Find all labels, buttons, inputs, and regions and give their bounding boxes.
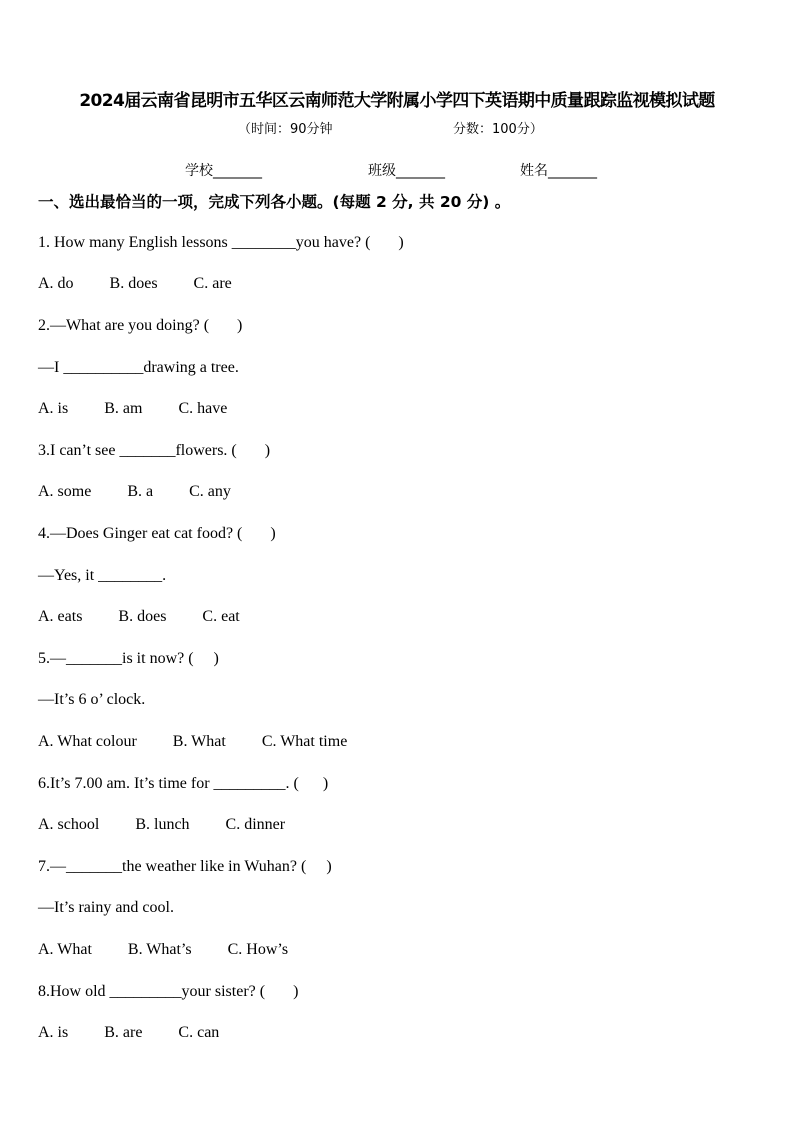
question-7-stem: 7.—_______the weather like in Wuhan? ( ) xyxy=(38,858,332,875)
name-field: 姓名_______ xyxy=(520,163,597,179)
question-7-answer-line: —It’s rainy and cool. xyxy=(38,899,174,916)
question-3-options: A. some B. a C. any xyxy=(38,483,231,500)
question-5-options: A. What colour B. What C. What time xyxy=(38,733,348,750)
question-4-answer-line: —Yes, it ________. xyxy=(38,567,167,584)
exam-title: 2024届云南省昆明市五华区云南师范大学附属小学四下英语期中质量跟踪监视模拟试题 xyxy=(79,91,715,111)
question-4-stem: 4.—Does Ginger eat cat food? ( ) xyxy=(38,525,276,542)
question-6-options: A. school B. lunch C. dinner xyxy=(38,816,286,833)
question-3-stem: 3.I can’t see _______flowers. ( ) xyxy=(38,442,271,459)
time-note: （时间：90分钟 xyxy=(238,122,333,137)
score-note: 分数：100分） xyxy=(453,122,543,137)
question-5-answer-line: —It’s 6 o’ clock. xyxy=(38,691,146,708)
question-8-stem: 8.How old _________your sister? ( ) xyxy=(38,983,299,1000)
question-5-stem: 5.—_______is it now? ( ) xyxy=(38,650,219,667)
question-2-options: A. is B. am C. have xyxy=(38,400,228,417)
section-1-title: 一、选出最恰当的一项，完成下列各小题。(每题 2 分, 共 20 分) 。 xyxy=(38,193,511,211)
class-field: 班级_______ xyxy=(368,163,445,179)
question-2-answer-line: —I __________drawing a tree. xyxy=(38,359,239,376)
question-7-options: A. What B. What’s C. How’s xyxy=(38,941,289,958)
school-field: 学校_______ xyxy=(185,163,262,179)
question-6-stem: 6.It’s 7.00 am. It’s time for _________. ( ) xyxy=(38,775,329,792)
question-2-stem: 2.—What are you doing? ( ) xyxy=(38,317,243,334)
question-4-options: A. eats B. does C. eat xyxy=(38,608,240,625)
question-1-stem: 1. How many English lessons ________you have? ( ) xyxy=(38,234,404,251)
question-8-options: A. is B. are C. can xyxy=(38,1024,220,1041)
question-1-options: A. do B. does C. are xyxy=(38,275,232,292)
